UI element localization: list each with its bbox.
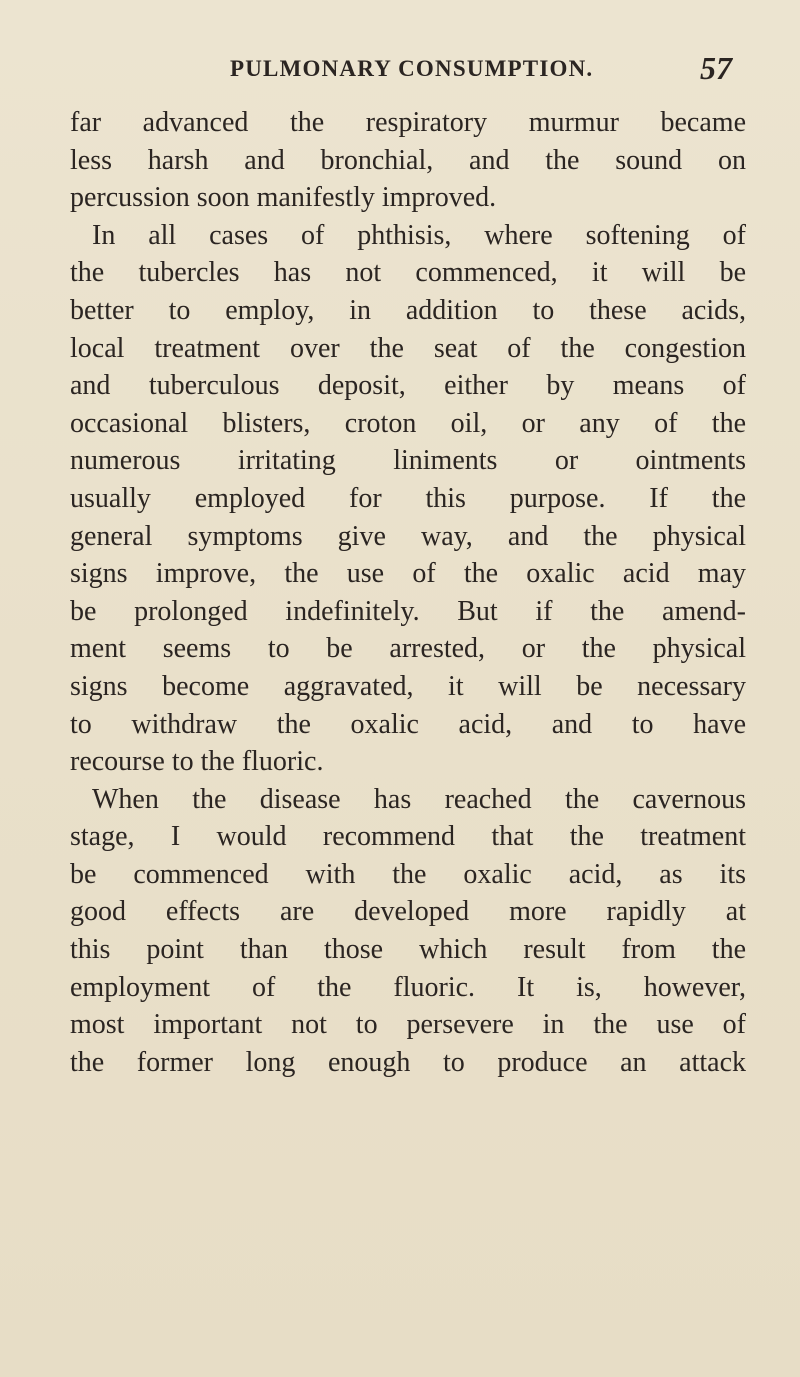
text-line: employment of the fluoric. It is, however,: [70, 971, 746, 1003]
text-line: most important not to persevere in the use of: [70, 1009, 746, 1041]
text-line: usually employed for this purpose. If the: [70, 482, 746, 514]
text-line: the tubercles has not commenced, it will be: [70, 257, 746, 289]
text-line: general symptoms give way, and the physical: [70, 520, 746, 552]
text-line: the former long enough to produce an attack: [70, 1046, 746, 1078]
text-line: be commenced with the oxalic acid, as its: [70, 858, 746, 890]
running-title: PULMONARY CONSUMPTION.: [230, 56, 594, 81]
running-head: [60, 44, 740, 84]
text-line: numerous irritating liniments or ointments: [70, 445, 746, 477]
text-line: local treatment over the seat of the congestion: [70, 332, 746, 364]
page-number: 57: [700, 50, 732, 86]
text-line: percussion soon manifestly improved.: [70, 182, 497, 214]
text-line: signs become aggravated, it will be necessary: [70, 670, 746, 702]
text-line: far advanced the respiratory murmur became: [70, 107, 746, 138]
text-line: signs improve, the use of the oxalic acid may: [70, 558, 746, 590]
text-line: less harsh and bronchial, and the sound on: [70, 144, 746, 176]
paragraph-start-line: When the disease has reached the cavernous: [92, 783, 746, 815]
text-line: be prolonged indefinitely. But if the amend-: [70, 595, 746, 627]
text-line: better to employ, in addition to these acids,: [70, 294, 746, 326]
text-line: and tuberculous deposit, either by means of: [70, 370, 746, 402]
text-line: to withdraw the oxalic acid, and to have: [70, 708, 746, 740]
text-line: ment seems to be arrested, or the physical: [70, 633, 746, 665]
paragraph-start-line: In all cases of phthisis, where softening of: [92, 219, 746, 251]
body-text: [70, 104, 746, 1081]
text-line: good effects are developed more rapidly at: [70, 896, 746, 928]
text-line: stage, I would recommend that the treatment: [70, 821, 746, 853]
text-line: recourse to the fluoric.: [70, 746, 324, 778]
text-line: occasional blisters, croton oil, or any of the: [70, 407, 746, 439]
text-line: this point than those which result from the: [70, 934, 746, 966]
